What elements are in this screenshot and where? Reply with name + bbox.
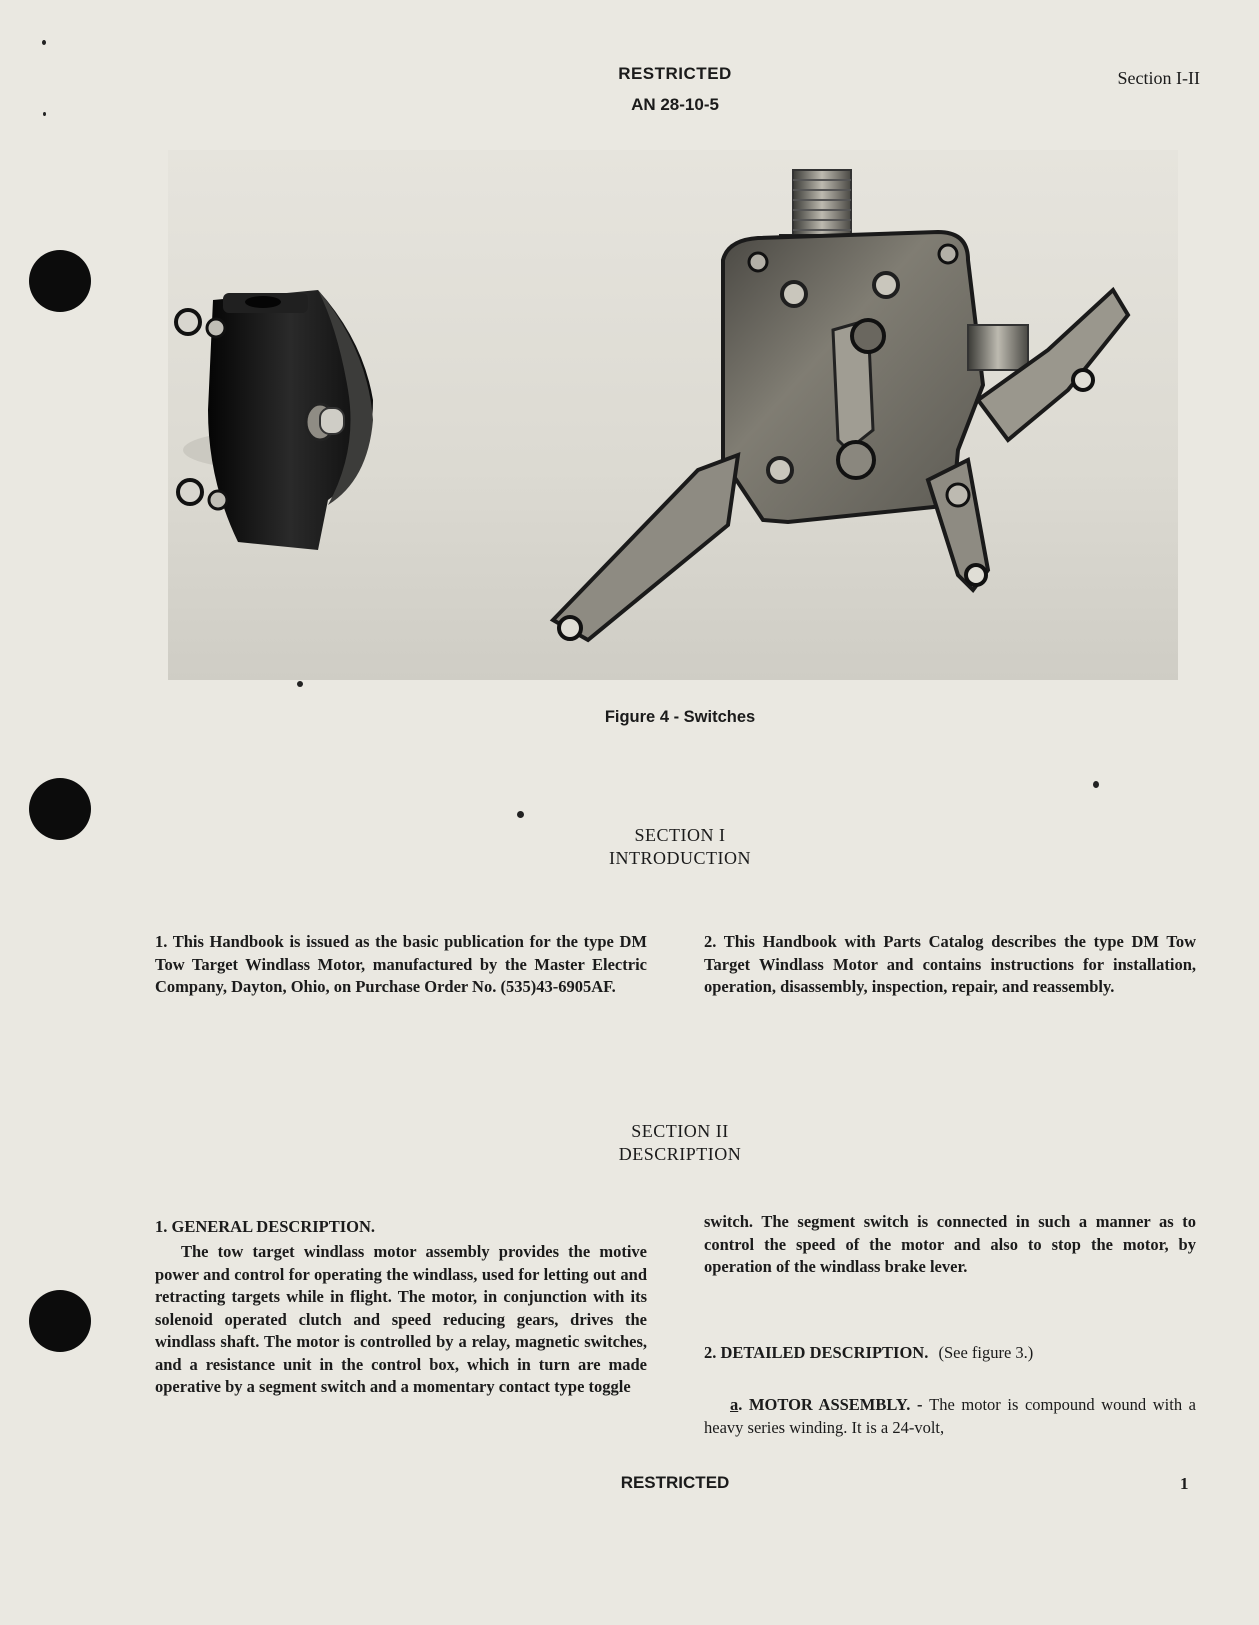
- section-1-paragraph-1: [155, 931, 647, 999]
- figure-photo: [168, 150, 1178, 680]
- motor-assembly-body: [704, 1394, 1196, 1439]
- header-section-ref: Section I-II: [1117, 68, 1200, 88]
- section-1-paragraph-1-text: 1. This Handbook is issued as the basic publication for the type DM Tow Target Windlass Motor, manufactured by the Master Electric Company, Dayton, Ohio, on Purchase Order No. (535)43-6905AF.: [155, 932, 647, 996]
- page-number: 1: [1180, 1474, 1189, 1493]
- figure-reference: (See figure 3.): [938, 1343, 1034, 1362]
- motor-assembly-label: a: [730, 1395, 739, 1414]
- section-1-paragraph-2-text: 2. This Handbook with Parts Catalog describes the type DM Tow Target Windlass Motor and contains instructions for installation, operation, disassembly, inspection, repair, and reassembly.: [704, 932, 1196, 996]
- section-1-number: SECTION I: [634, 825, 726, 845]
- section-2-title: DESCRIPTION: [618, 1144, 742, 1164]
- motor-assembly-paragraph: [704, 1394, 1196, 1439]
- speck: [43, 112, 46, 116]
- footer-classification: RESTRICTED: [620, 1473, 730, 1492]
- general-description-heading: 1. GENERAL DESCRIPTION.: [155, 1217, 376, 1236]
- detailed-description-heading: [704, 1343, 1033, 1363]
- header-classification: RESTRICTED: [618, 64, 732, 83]
- section-2-number: SECTION II: [631, 1121, 729, 1141]
- general-description-paragraph: [155, 1241, 647, 1399]
- speck: [1093, 781, 1099, 788]
- motor-assembly-heading: . MOTOR ASSEMBLY. -: [738, 1395, 923, 1414]
- detailed-description-title: 2. DETAILED DESCRIPTION.: [704, 1343, 929, 1362]
- general-description-continued: [704, 1211, 1196, 1279]
- motor-assembly-text: The motor is compound wound with a heavy series winding. It is a 24-volt,: [704, 1395, 1197, 1437]
- speck: [517, 811, 524, 818]
- general-description-text: The tow target windlass motor assembly provides the motive power and control for operating the windlass, used for letting out and retracting targets while in flight. The motor, in conjunction with its solenoid operated clutch and speed reducing gears, drives the windlass shaft. The motor is controlled by a relay, magnetic switches, and a resistance unit in the control box, which in turn are made operative by a segment switch and a momentary contact type toggle: [155, 1242, 647, 1396]
- binder-hole-top: [29, 250, 91, 312]
- speck: [297, 681, 303, 687]
- section-1-title: INTRODUCTION: [609, 848, 751, 868]
- header-doc-number: AN 28-10-5: [631, 95, 719, 114]
- section-1-paragraph-2: [704, 931, 1196, 999]
- speck: [42, 40, 46, 45]
- general-description-continued-text: switch. The segment switch is connected in such a manner as to control the speed of the motor and also to stop the motor, by operation of the windlass brake lever.: [704, 1212, 1196, 1276]
- binder-hole-bottom: [29, 1290, 91, 1352]
- binder-hole-middle: [29, 778, 91, 840]
- figure-caption: Figure 4 - Switches: [604, 708, 756, 726]
